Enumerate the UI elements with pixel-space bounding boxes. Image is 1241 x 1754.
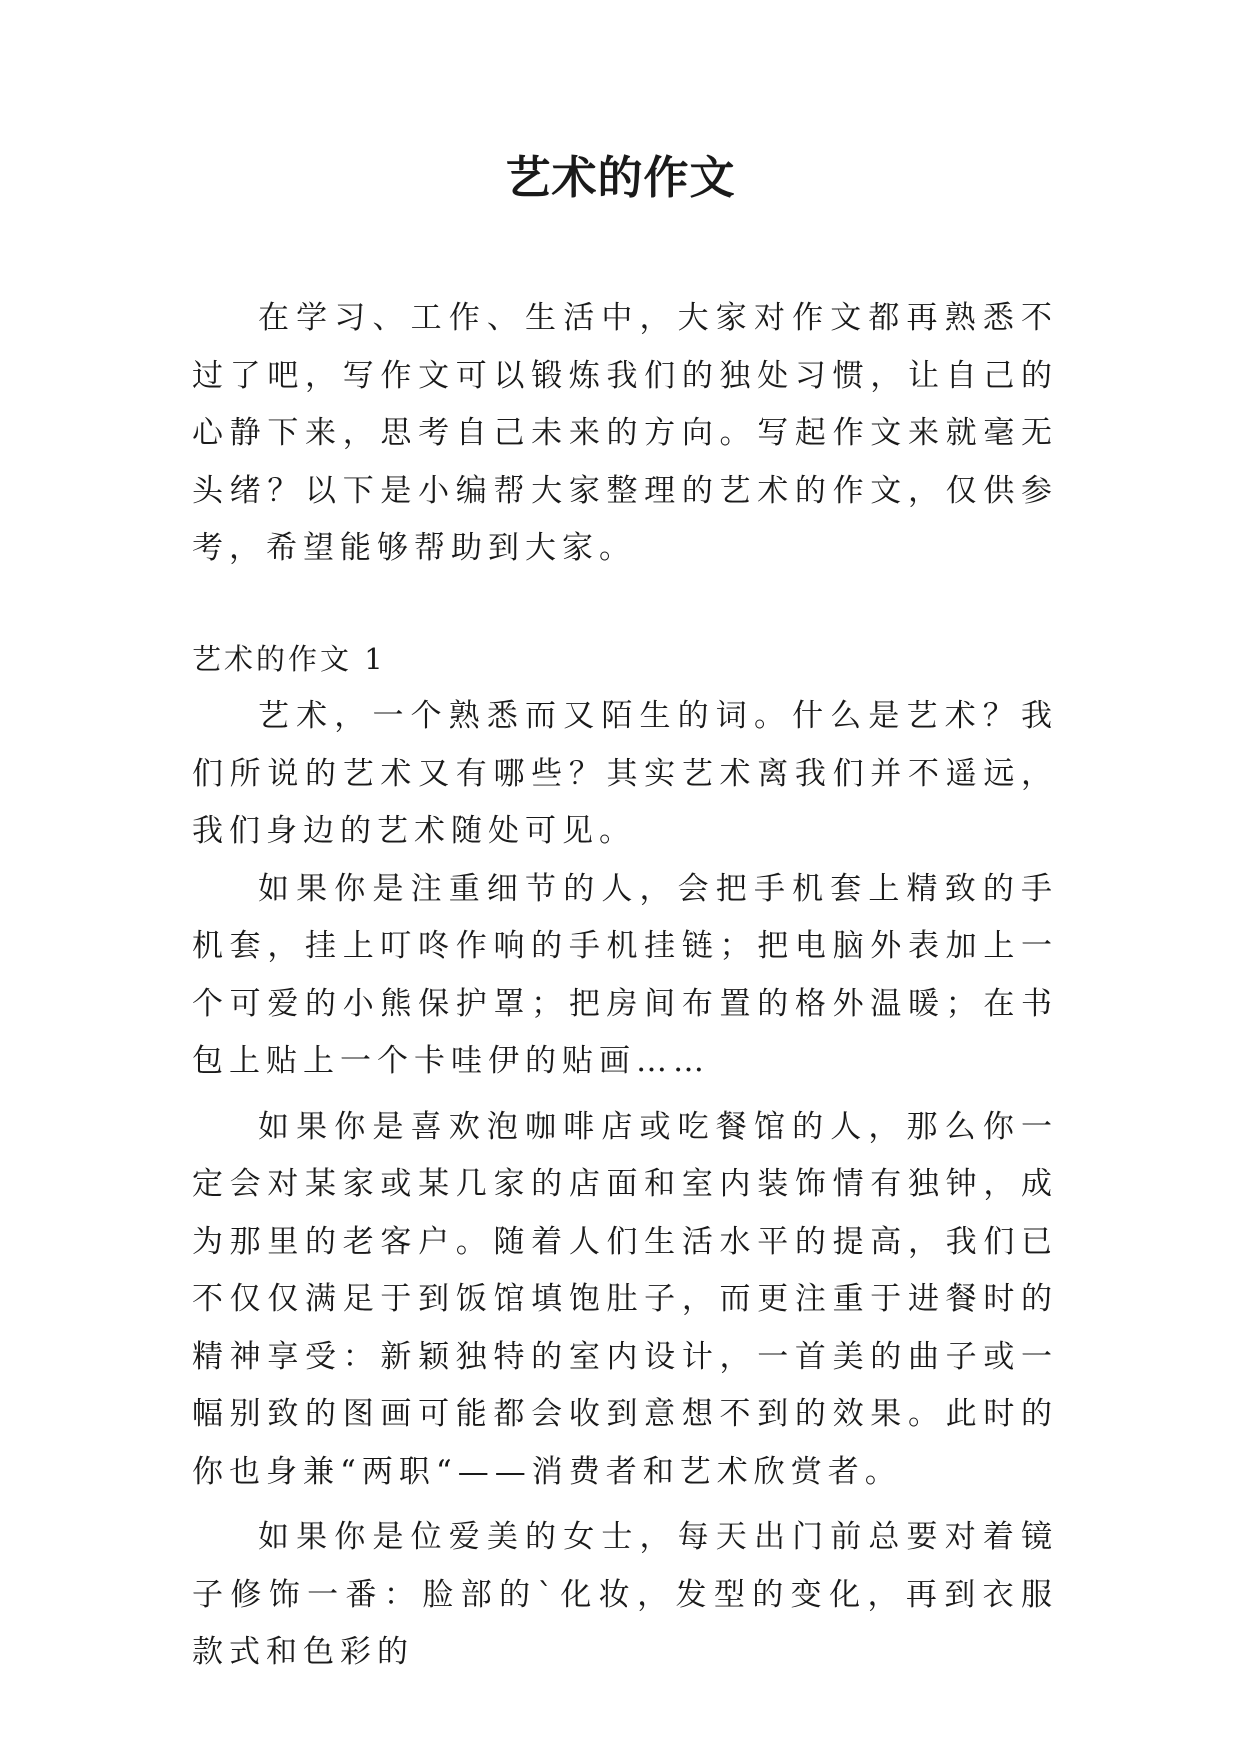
body-paragraph-1: 艺术，一个熟悉而又陌生的词。什么是艺术？我们所说的艺术又有哪些？其实艺术离我们并不遥远，我们身边的艺术随处可见。 xyxy=(192,698,1058,849)
body-paragraph-3: 如果你是喜欢泡咖啡店或吃餐馆的人，那么你一定会对某家或某几家的店面和室内装饰情有独钟，成为那里的老客户。随着人们生活水平的提高，我们已不仅仅满足于到饭馆填饱肚子，而更注重于进餐时的精神享受：新颖独特的室内设计，一首美的曲子或一幅别致的图画可能都会收到意想不到的效果。此时的你也身兼“两职“——消费者和艺术欣赏者。 xyxy=(192,1108,1058,1490)
section-heading: 艺术的作文 1 xyxy=(192,641,386,676)
document-body xyxy=(192,290,1058,1682)
intro-paragraph: 在学习、工作、生活中，大家对作文都再熟悉不过了吧，写作文可以锻炼我们的独处习惯，让自己的心静下来，思考自己未来的方向。写起作文来就毫无头绪？以下是小编帮大家整理的艺术的作文，仅供参考，希望能够帮助到大家。 xyxy=(192,300,1058,566)
document-title: 艺术的作文 xyxy=(505,151,736,204)
body-paragraph-2: 如果你是注重细节的人，会把手机套上精致的手机套，挂上叮咚作响的手机挂链；把电脑外表加上一个可爱的小熊保护罩；把房间布置的格外温暖；在书包上贴上一个卡哇伊的贴画…… xyxy=(192,870,1058,1079)
body-paragraph-4: 如果你是位爱美的女士，每天出门前总要对着镜子修饰一番：脸部的`化妆，发型的变化，再到衣服款式和色彩的 xyxy=(192,1519,1058,1670)
